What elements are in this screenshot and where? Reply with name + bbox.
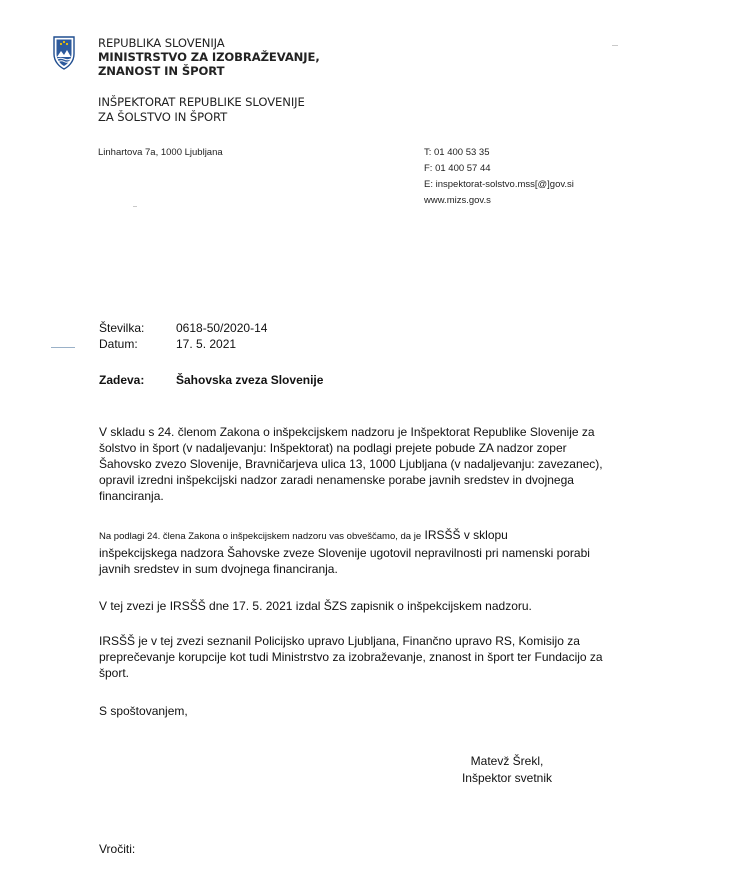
paragraph-line: V skladu s 24. členom Zakona o inšpekcijskem nadzoru je Inšpektorat Republike Slovenije za	[99, 425, 595, 439]
margin-rule	[51, 347, 75, 348]
subject-label: Zadeva:	[99, 373, 145, 387]
contact-website[interactable]: www.mizs.gov.s	[424, 195, 491, 206]
date-label: Datum:	[99, 337, 138, 351]
scan-mark	[612, 45, 618, 46]
number-label: Številka:	[99, 321, 145, 335]
header-ministry: MINISTRSTVO ZA IZOBRAŽEVANJE,	[98, 50, 320, 64]
header-inspectorate: INŠPEKTORAT REPUBLIKE SLOVENIJE	[98, 95, 305, 109]
paragraph-line: financiranja.	[99, 489, 164, 503]
paragraph-line: opravil izredni inšpekcijski nadzor zaradi nenamenske porabe javnih sredstev in dvojnega	[99, 473, 574, 487]
signatory-title: Inšpektor svetnik	[461, 771, 553, 785]
paragraph-line: šolstvo in šport (v nadaljevanju: Inšpektorat) na podlagi prejete pobude ZA nadzor zoper	[99, 441, 567, 455]
signatory-name: Matevž Šrekl,	[470, 754, 544, 768]
paragraph-4	[99, 633, 639, 681]
number-value: 0618-50/2020-14	[176, 321, 268, 335]
paragraph-2	[99, 527, 639, 577]
paragraph-line-small: Na podlagi 24. člena Zakona o inšpekcijskem nadzoru vas obveščamo, da je	[99, 531, 422, 542]
paragraph-3: V tej zvezi je IRSŠŠ dne 17. 5. 2021 izdal ŠZS zapisnik o inšpekcijskem nadzoru.	[99, 599, 532, 613]
closing: S spoštovanjem,	[99, 704, 188, 718]
paragraph-line: preprečevanje korupcije kot tudi Ministrstvo za izobraževanje, znanost in šport ter Fundacijo za	[99, 650, 603, 664]
header-ministry-cont: ZNANOST IN ŠPORT	[98, 64, 225, 78]
subject-value: Šahovska zveza Slovenije	[176, 373, 324, 387]
paragraph-line: Šahovsko zvezo Slovenije, Bravničarjeva ulica 13, 1000 Ljubljana (v nadaljevanju: zavezanec),	[99, 457, 603, 471]
contact-email[interactable]: E: inspektorat-solstvo.mss[@]gov.si	[424, 179, 574, 190]
paragraph-line: inšpekcijskega nadzora Šahovske zveze Slovenije ugotovil nepravilnosti pri namenski porabi	[99, 546, 590, 560]
scan-mark	[133, 206, 137, 207]
paragraph-1	[99, 424, 639, 504]
paragraph-line-rest: IRSŠŠ v sklopu	[424, 528, 508, 542]
address: Linhartova 7a, 1000 Ljubljana	[98, 147, 223, 158]
contact-fax: F: 01 400 57 44	[424, 163, 491, 174]
coat-of-arms-icon	[52, 36, 76, 70]
paragraph-line	[99, 527, 639, 545]
paragraph-line: javnih sredstev in sum dvojnega financiranja.	[99, 562, 338, 576]
paragraph-line: šport.	[99, 666, 130, 680]
date-value: 17. 5. 2021	[176, 337, 237, 351]
deliver-to-label: Vročiti:	[99, 842, 136, 856]
contact-phone: T: 01 400 53 35	[424, 147, 490, 158]
header-inspectorate-cont: ZA ŠOLSTVO IN ŠPORT	[98, 110, 228, 124]
paragraph-line: IRSŠŠ je v tej zvezi seznanil Policijsko upravo Ljubljana, Finančno upravo RS, Komisijo za	[99, 634, 580, 648]
header-country: REPUBLIKA SLOVENIJA	[98, 36, 225, 50]
